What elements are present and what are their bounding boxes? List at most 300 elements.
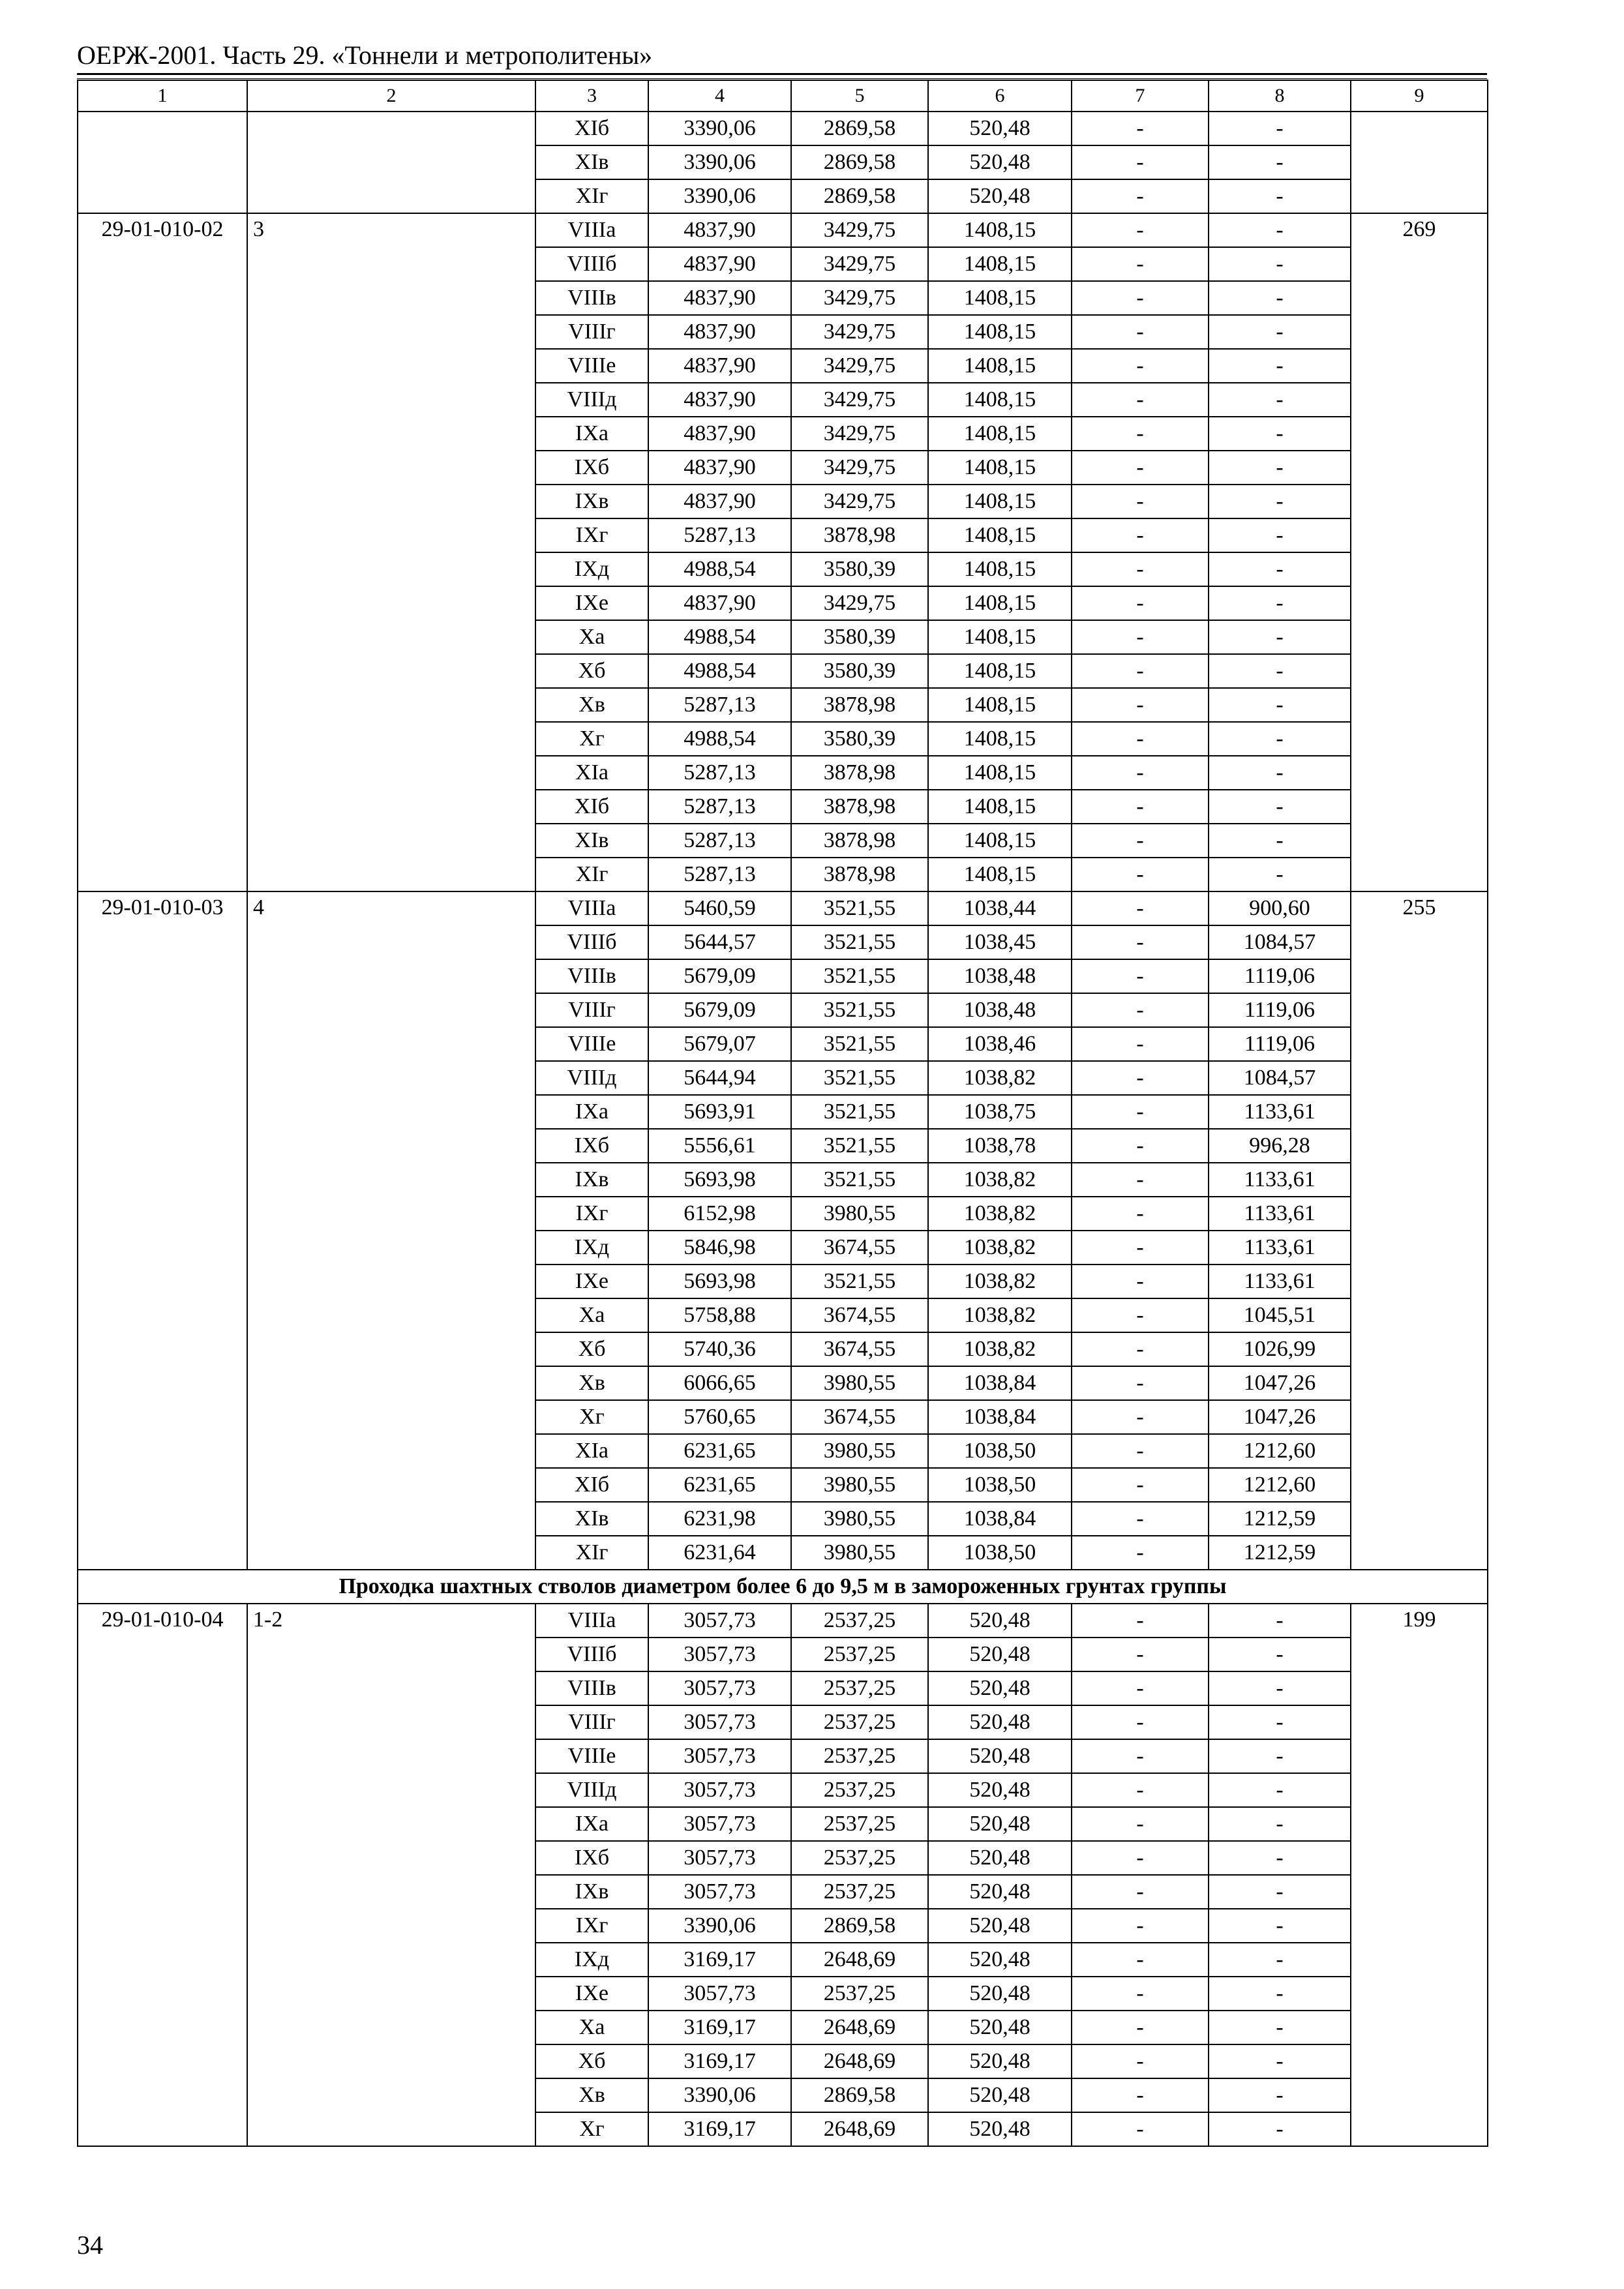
driver-wages-cell: - <box>1072 1705 1209 1739</box>
driver-wages-cell: - <box>1072 383 1209 417</box>
materials-cell: - <box>1209 824 1351 858</box>
direct-cost-cell: 4837,90 <box>648 586 791 620</box>
wages-cell: 3429,75 <box>791 586 928 620</box>
materials-cell: 900,60 <box>1209 891 1351 925</box>
direct-cost-cell: 4837,90 <box>648 281 791 315</box>
direct-cost-cell: 4988,54 <box>648 722 791 756</box>
category-cell: VIIIе <box>535 1739 648 1773</box>
direct-cost-cell: 4837,90 <box>648 349 791 383</box>
materials-cell: 1133,61 <box>1209 1264 1351 1298</box>
driver-wages-cell: - <box>1072 2112 1209 2146</box>
direct-cost-cell: 3057,73 <box>648 1739 791 1773</box>
materials-cell: - <box>1209 756 1351 790</box>
category-cell: Xа <box>535 2011 648 2044</box>
column-number-8: 8 <box>1209 80 1351 112</box>
direct-cost-cell: 5287,13 <box>648 756 791 790</box>
wages-cell: 2537,25 <box>791 1773 928 1807</box>
machine-cost-cell: 1408,15 <box>928 552 1072 586</box>
driver-wages-cell: - <box>1072 315 1209 349</box>
wages-cell: 2869,58 <box>791 1909 928 1943</box>
materials-cell: - <box>1209 620 1351 654</box>
direct-cost-cell: 3057,73 <box>648 1705 791 1739</box>
category-cell: VIIIа <box>535 891 648 925</box>
materials-cell: - <box>1209 247 1351 281</box>
document-header-title: ОЕРЖ-2001. Часть 29. «Тоннели и метрополитены» <box>77 40 653 70</box>
category-cell: VIIIг <box>535 1705 648 1739</box>
driver-wages-cell: - <box>1072 1909 1209 1943</box>
driver-wages-cell: - <box>1072 145 1209 179</box>
table-row <box>78 1604 1488 1638</box>
column-number-4: 4 <box>648 80 791 112</box>
direct-cost-cell: 4837,90 <box>648 213 791 247</box>
category-cell: IXг <box>535 1909 648 1943</box>
materials-cell: - <box>1209 213 1351 247</box>
wages-cell: 2869,58 <box>791 145 928 179</box>
machine-cost-cell: 1408,15 <box>928 451 1072 485</box>
direct-cost-cell: 5760,65 <box>648 1400 791 1434</box>
driver-wages-cell: - <box>1072 959 1209 993</box>
direct-cost-cell: 4837,90 <box>648 315 791 349</box>
materials-cell: - <box>1209 417 1351 451</box>
machine-cost-cell: 1408,15 <box>928 620 1072 654</box>
direct-cost-cell: 4837,90 <box>648 417 791 451</box>
column-number-6: 6 <box>928 80 1072 112</box>
header-rule-thin <box>77 78 1487 79</box>
driver-wages-cell: - <box>1072 756 1209 790</box>
driver-wages-cell: - <box>1072 1061 1209 1095</box>
materials-cell: - <box>1209 281 1351 315</box>
direct-cost-cell: 5287,13 <box>648 858 791 891</box>
wages-cell: 3429,75 <box>791 417 928 451</box>
machine-cost-cell: 520,48 <box>928 1671 1072 1705</box>
wages-cell: 3878,98 <box>791 756 928 790</box>
direct-cost-cell: 4988,54 <box>648 654 791 688</box>
materials-cell: - <box>1209 315 1351 349</box>
wages-cell: 2537,25 <box>791 1841 928 1875</box>
table-row <box>78 891 1488 925</box>
materials-cell: 1084,57 <box>1209 1061 1351 1095</box>
category-cell: IXг <box>535 1197 648 1231</box>
column-number-2: 2 <box>247 80 535 112</box>
machine-cost-cell: 1038,45 <box>928 925 1072 959</box>
machine-cost-cell: 520,48 <box>928 2044 1072 2078</box>
wages-cell: 3521,55 <box>791 993 928 1027</box>
machine-cost-cell: 1038,78 <box>928 1129 1072 1163</box>
machine-cost-cell: 520,48 <box>928 1909 1072 1943</box>
direct-cost-cell: 3057,73 <box>648 1638 791 1671</box>
category-cell: IXв <box>535 485 648 518</box>
driver-wages-cell: - <box>1072 1197 1209 1231</box>
category-cell: XIб <box>535 112 648 145</box>
wages-cell: 2537,25 <box>791 1705 928 1739</box>
machine-cost-cell: 1038,82 <box>928 1163 1072 1197</box>
rate-code-cell <box>78 112 247 213</box>
category-cell: IXб <box>535 451 648 485</box>
wages-cell: 3878,98 <box>791 688 928 722</box>
direct-cost-cell: 4837,90 <box>648 383 791 417</box>
category-cell: XIв <box>535 824 648 858</box>
direct-cost-cell: 3057,73 <box>648 1773 791 1807</box>
machine-cost-cell: 1038,82 <box>928 1231 1072 1264</box>
category-cell: VIIIв <box>535 1671 648 1705</box>
driver-wages-cell: - <box>1072 2078 1209 2112</box>
machine-cost-cell: 1408,15 <box>928 756 1072 790</box>
driver-wages-cell: - <box>1072 993 1209 1027</box>
labor-cost-cell: 255 <box>1351 891 1488 1570</box>
wages-cell: 3521,55 <box>791 1095 928 1129</box>
wages-cell: 3521,55 <box>791 1027 928 1061</box>
category-cell: VIIIа <box>535 1604 648 1638</box>
machine-cost-cell: 520,48 <box>928 2011 1072 2044</box>
direct-cost-cell: 5679,07 <box>648 1027 791 1061</box>
category-cell: VIIIд <box>535 1773 648 1807</box>
materials-cell: 1119,06 <box>1209 993 1351 1027</box>
category-cell: VIIIд <box>535 1061 648 1095</box>
materials-cell: 1026,99 <box>1209 1332 1351 1366</box>
page-number: 34 <box>77 2230 103 2260</box>
category-cell: IXб <box>535 1841 648 1875</box>
materials-cell: - <box>1209 145 1351 179</box>
category-cell: Xг <box>535 722 648 756</box>
materials-cell: - <box>1209 2044 1351 2078</box>
column-number-7: 7 <box>1072 80 1209 112</box>
direct-cost-cell: 6231,64 <box>648 1536 791 1570</box>
materials-cell: - <box>1209 2112 1351 2146</box>
driver-wages-cell: - <box>1072 824 1209 858</box>
machine-cost-cell: 520,48 <box>928 2112 1072 2146</box>
materials-cell: - <box>1209 1739 1351 1773</box>
machine-cost-cell: 1038,84 <box>928 1366 1072 1400</box>
machine-cost-cell: 520,48 <box>928 1875 1072 1909</box>
machine-cost-cell: 1408,15 <box>928 722 1072 756</box>
materials-cell: - <box>1209 552 1351 586</box>
machine-cost-cell: 520,48 <box>928 1604 1072 1638</box>
materials-cell: - <box>1209 112 1351 145</box>
materials-cell: - <box>1209 179 1351 213</box>
direct-cost-cell: 6231,65 <box>648 1468 791 1502</box>
category-cell: XIб <box>535 790 648 824</box>
machine-cost-cell: 1038,50 <box>928 1536 1072 1570</box>
wages-cell: 3580,39 <box>791 654 928 688</box>
category-cell: VIIIб <box>535 925 648 959</box>
driver-wages-cell: - <box>1072 2044 1209 2078</box>
machine-cost-cell: 1408,15 <box>928 790 1072 824</box>
category-cell: IXб <box>535 1129 648 1163</box>
direct-cost-cell: 5740,36 <box>648 1332 791 1366</box>
direct-cost-cell: 5287,13 <box>648 688 791 722</box>
category-cell: IXа <box>535 417 648 451</box>
wages-cell: 3429,75 <box>791 213 928 247</box>
wages-cell: 3674,55 <box>791 1400 928 1434</box>
driver-wages-cell: - <box>1072 1638 1209 1671</box>
direct-cost-cell: 3169,17 <box>648 1943 791 1977</box>
driver-wages-cell: - <box>1072 1502 1209 1536</box>
materials-cell: - <box>1209 1977 1351 2011</box>
materials-cell: 1119,06 <box>1209 1027 1351 1061</box>
driver-wages-cell: - <box>1072 485 1209 518</box>
category-cell: VIIIе <box>535 349 648 383</box>
category-cell: XIа <box>535 756 648 790</box>
driver-wages-cell: - <box>1072 1400 1209 1434</box>
driver-wages-cell: - <box>1072 722 1209 756</box>
direct-cost-cell: 3057,73 <box>648 1671 791 1705</box>
materials-cell: - <box>1209 349 1351 383</box>
materials-cell: - <box>1209 518 1351 552</box>
machine-cost-cell: 1038,84 <box>928 1400 1072 1434</box>
category-cell: Xв <box>535 2078 648 2112</box>
wages-cell: 2869,58 <box>791 2078 928 2112</box>
machine-cost-cell: 520,48 <box>928 1807 1072 1841</box>
materials-cell: - <box>1209 2011 1351 2044</box>
category-cell: VIIIб <box>535 1638 648 1671</box>
category-cell: IXд <box>535 1231 648 1264</box>
driver-wages-cell: - <box>1072 1129 1209 1163</box>
driver-wages-cell: - <box>1072 1875 1209 1909</box>
labor-cost-cell: 269 <box>1351 213 1488 891</box>
materials-cell: - <box>1209 1841 1351 1875</box>
category-cell: Xб <box>535 654 648 688</box>
machine-cost-cell: 520,48 <box>928 1773 1072 1807</box>
labor-cost-cell <box>1351 112 1488 213</box>
wages-cell: 3429,75 <box>791 247 928 281</box>
wages-cell: 3580,39 <box>791 552 928 586</box>
category-cell: Xг <box>535 2112 648 2146</box>
machine-cost-cell: 1408,15 <box>928 281 1072 315</box>
machine-cost-cell: 1408,15 <box>928 349 1072 383</box>
direct-cost-cell: 5287,13 <box>648 518 791 552</box>
category-cell: IXг <box>535 518 648 552</box>
header-rule-thick <box>77 73 1487 75</box>
materials-cell: 1047,26 <box>1209 1366 1351 1400</box>
direct-cost-cell: 5693,91 <box>648 1095 791 1129</box>
labor-cost-cell: 199 <box>1351 1604 1488 2146</box>
wages-cell: 3521,55 <box>791 1061 928 1095</box>
section-heading: Проходка шахтных стволов диаметром более 6 до 9,5 м в замороженных грунтах группы <box>78 1570 1488 1604</box>
driver-wages-cell: - <box>1072 1264 1209 1298</box>
category-cell: XIв <box>535 145 648 179</box>
wages-cell: 3429,75 <box>791 349 928 383</box>
driver-wages-cell: - <box>1072 1739 1209 1773</box>
wages-cell: 3980,55 <box>791 1366 928 1400</box>
driver-wages-cell: - <box>1072 1027 1209 1061</box>
machine-cost-cell: 1038,82 <box>928 1298 1072 1332</box>
wages-cell: 2537,25 <box>791 1604 928 1638</box>
machine-cost-cell: 1408,15 <box>928 485 1072 518</box>
direct-cost-cell: 3057,73 <box>648 1977 791 2011</box>
machine-cost-cell: 520,48 <box>928 2078 1072 2112</box>
table-row <box>78 112 1488 145</box>
driver-wages-cell: - <box>1072 1604 1209 1638</box>
category-cell: IXе <box>535 586 648 620</box>
direct-cost-cell: 3057,73 <box>648 1604 791 1638</box>
category-cell: XIг <box>535 179 648 213</box>
category-cell: Xв <box>535 1366 648 1400</box>
direct-cost-cell: 3169,17 <box>648 2011 791 2044</box>
direct-cost-cell: 6066,65 <box>648 1366 791 1400</box>
direct-cost-cell: 5758,88 <box>648 1298 791 1332</box>
materials-cell: 1212,60 <box>1209 1468 1351 1502</box>
wages-cell: 3521,55 <box>791 1264 928 1298</box>
category-cell: XIг <box>535 1536 648 1570</box>
direct-cost-cell: 4988,54 <box>648 552 791 586</box>
materials-cell: - <box>1209 485 1351 518</box>
category-cell: Xб <box>535 2044 648 2078</box>
wages-cell: 2537,25 <box>791 1977 928 2011</box>
category-cell: IXе <box>535 1264 648 1298</box>
machine-cost-cell: 1038,46 <box>928 1027 1072 1061</box>
category-cell: VIIIг <box>535 993 648 1027</box>
wages-cell: 3980,55 <box>791 1502 928 1536</box>
wages-cell: 3674,55 <box>791 1231 928 1264</box>
direct-cost-cell: 3057,73 <box>648 1841 791 1875</box>
materials-cell: - <box>1209 654 1351 688</box>
soil-group-cell: 4 <box>247 891 535 1570</box>
driver-wages-cell: - <box>1072 1332 1209 1366</box>
materials-cell: 1212,60 <box>1209 1434 1351 1468</box>
driver-wages-cell: - <box>1072 586 1209 620</box>
driver-wages-cell: - <box>1072 1943 1209 1977</box>
machine-cost-cell: 520,48 <box>928 1841 1072 1875</box>
materials-cell: - <box>1209 858 1351 891</box>
wages-cell: 2648,69 <box>791 2112 928 2146</box>
wages-cell: 3429,75 <box>791 451 928 485</box>
driver-wages-cell: - <box>1072 179 1209 213</box>
materials-cell: - <box>1209 688 1351 722</box>
direct-cost-cell: 6231,65 <box>648 1434 791 1468</box>
category-cell: XIг <box>535 858 648 891</box>
materials-cell: 1133,61 <box>1209 1197 1351 1231</box>
wages-cell: 3429,75 <box>791 485 928 518</box>
wages-cell: 3674,55 <box>791 1332 928 1366</box>
direct-cost-cell: 5644,57 <box>648 925 791 959</box>
wages-cell: 2648,69 <box>791 1943 928 1977</box>
wages-cell: 3521,55 <box>791 1129 928 1163</box>
driver-wages-cell: - <box>1072 654 1209 688</box>
machine-cost-cell: 1408,15 <box>928 824 1072 858</box>
direct-cost-cell: 5846,98 <box>648 1231 791 1264</box>
materials-cell: - <box>1209 1705 1351 1739</box>
category-cell: IXв <box>535 1875 648 1909</box>
category-cell: Xг <box>535 1400 648 1434</box>
wages-cell: 3980,55 <box>791 1197 928 1231</box>
category-cell: IXа <box>535 1807 648 1841</box>
section-heading-row <box>78 1570 1488 1604</box>
direct-cost-cell: 3390,06 <box>648 2078 791 2112</box>
materials-cell: - <box>1209 1638 1351 1671</box>
category-cell: VIIIа <box>535 213 648 247</box>
materials-cell: - <box>1209 1604 1351 1638</box>
soil-group-cell <box>247 112 535 213</box>
driver-wages-cell: - <box>1072 2011 1209 2044</box>
direct-cost-cell: 5644,94 <box>648 1061 791 1095</box>
machine-cost-cell: 1038,48 <box>928 993 1072 1027</box>
wages-cell: 2537,25 <box>791 1807 928 1841</box>
materials-cell: - <box>1209 1671 1351 1705</box>
direct-cost-cell: 5287,13 <box>648 824 791 858</box>
machine-cost-cell: 520,48 <box>928 145 1072 179</box>
category-cell: Xв <box>535 688 648 722</box>
column-number-5: 5 <box>791 80 928 112</box>
rates-table <box>77 80 1488 2147</box>
category-cell: Xб <box>535 1332 648 1366</box>
machine-cost-cell: 1408,15 <box>928 518 1072 552</box>
machine-cost-cell: 520,48 <box>928 112 1072 145</box>
driver-wages-cell: - <box>1072 552 1209 586</box>
materials-cell: - <box>1209 1875 1351 1909</box>
driver-wages-cell: - <box>1072 1977 1209 2011</box>
driver-wages-cell: - <box>1072 1095 1209 1129</box>
materials-cell: - <box>1209 790 1351 824</box>
machine-cost-cell: 1408,15 <box>928 586 1072 620</box>
wages-cell: 2537,25 <box>791 1739 928 1773</box>
materials-cell: 996,28 <box>1209 1129 1351 1163</box>
machine-cost-cell: 1408,15 <box>928 247 1072 281</box>
machine-cost-cell: 1038,84 <box>928 1502 1072 1536</box>
direct-cost-cell: 4837,90 <box>648 485 791 518</box>
wages-cell: 2648,69 <box>791 2044 928 2078</box>
category-cell: XIв <box>535 1502 648 1536</box>
category-cell: Xа <box>535 1298 648 1332</box>
direct-cost-cell: 6231,98 <box>648 1502 791 1536</box>
wages-cell: 2869,58 <box>791 179 928 213</box>
driver-wages-cell: - <box>1072 925 1209 959</box>
machine-cost-cell: 1038,82 <box>928 1061 1072 1095</box>
machine-cost-cell: 1038,50 <box>928 1434 1072 1468</box>
materials-cell: 1133,61 <box>1209 1231 1351 1264</box>
direct-cost-cell: 3390,06 <box>648 112 791 145</box>
wages-cell: 3878,98 <box>791 790 928 824</box>
materials-cell: - <box>1209 2078 1351 2112</box>
driver-wages-cell: - <box>1072 688 1209 722</box>
wages-cell: 3878,98 <box>791 824 928 858</box>
driver-wages-cell: - <box>1072 1231 1209 1264</box>
machine-cost-cell: 1038,82 <box>928 1264 1072 1298</box>
direct-cost-cell: 3390,06 <box>648 1909 791 1943</box>
driver-wages-cell: - <box>1072 112 1209 145</box>
category-cell: IXд <box>535 552 648 586</box>
category-cell: VIIIг <box>535 315 648 349</box>
materials-cell: - <box>1209 586 1351 620</box>
machine-cost-cell: 1038,50 <box>928 1468 1072 1502</box>
wages-cell: 2537,25 <box>791 1638 928 1671</box>
direct-cost-cell: 5556,61 <box>648 1129 791 1163</box>
machine-cost-cell: 520,48 <box>928 1943 1072 1977</box>
machine-cost-cell: 520,48 <box>928 1705 1072 1739</box>
direct-cost-cell: 5693,98 <box>648 1163 791 1197</box>
direct-cost-cell: 5287,13 <box>648 790 791 824</box>
driver-wages-cell: - <box>1072 1807 1209 1841</box>
materials-cell: - <box>1209 1773 1351 1807</box>
materials-cell: 1045,51 <box>1209 1298 1351 1332</box>
wages-cell: 3878,98 <box>791 518 928 552</box>
direct-cost-cell: 3169,17 <box>648 2044 791 2078</box>
driver-wages-cell: - <box>1072 620 1209 654</box>
machine-cost-cell: 1038,82 <box>928 1332 1072 1366</box>
category-cell: XIа <box>535 1434 648 1468</box>
wages-cell: 3429,75 <box>791 315 928 349</box>
direct-cost-cell: 5460,59 <box>648 891 791 925</box>
category-cell: Xа <box>535 620 648 654</box>
materials-cell: - <box>1209 1909 1351 1943</box>
materials-cell: 1133,61 <box>1209 1095 1351 1129</box>
direct-cost-cell: 4988,54 <box>648 620 791 654</box>
column-number-3: 3 <box>535 80 648 112</box>
wages-cell: 3674,55 <box>791 1298 928 1332</box>
materials-cell: - <box>1209 1943 1351 1977</box>
machine-cost-cell: 1408,15 <box>928 383 1072 417</box>
machine-cost-cell: 1408,15 <box>928 315 1072 349</box>
rate-code-cell: 29-01-010-02 <box>78 213 247 891</box>
